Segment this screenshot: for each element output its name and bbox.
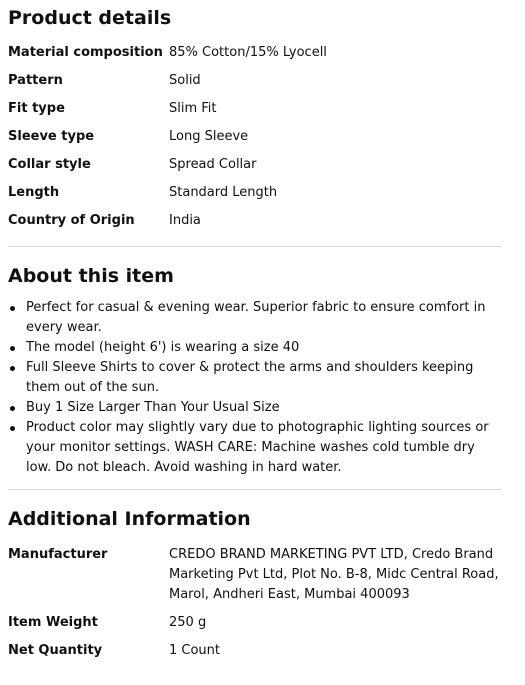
row-value: Slim Fit [169, 101, 217, 116]
table-row [8, 99, 502, 119]
additional-info-table [8, 545, 502, 661]
product-details-section [8, 6, 502, 231]
about-item-title: About this item [8, 265, 174, 287]
row-key: Pattern [8, 73, 63, 88]
row-value: CREDO BRAND MARKETING PVT LTD, Credo Brand Marketing Pvt Ltd, Plot No. B-8, Midc Central Road, Marol, Andheri East, Mumbai 400093 [169, 547, 499, 602]
table-row [8, 127, 502, 147]
row-value: Standard Length [169, 185, 278, 200]
row-value: 1 Count [169, 643, 221, 658]
row-key: Fit type [8, 101, 65, 116]
table-row [8, 545, 502, 605]
table-row [8, 71, 502, 91]
bullet-text: Perfect for casual & evening wear. Superior fabric to ensure comfort in every wear. [26, 300, 486, 335]
bullet-text: Buy 1 Size Larger Than Your Usual Size [26, 400, 280, 415]
row-key: Length [8, 185, 60, 200]
bullet-dot-icon [10, 366, 15, 371]
bullet-dot-icon [10, 406, 15, 411]
row-key: Material composition [8, 45, 163, 60]
row-key: Manufacturer [8, 547, 108, 562]
table-row [8, 641, 502, 661]
product-info-page [8, 0, 502, 669]
list-item [8, 358, 502, 398]
table-row [8, 613, 502, 633]
list-item [8, 338, 502, 358]
row-key: Collar style [8, 157, 91, 172]
table-row [8, 155, 502, 175]
product-details-table [8, 43, 502, 231]
additional-info-section [8, 507, 502, 661]
additional-info-title: Additional Information [8, 508, 251, 530]
row-value: India [169, 213, 201, 228]
bullet-dot-icon [10, 306, 15, 311]
about-item-section [8, 264, 502, 478]
bullet-text: Product color may slightly vary due to photographic lighting sources or your monitor settings. WASH CARE: Machine washes cold tumble dry low. Do not bleach. Avoid washing in hard water. [26, 420, 489, 475]
bullet-text: Full Sleeve Shirts to cover & protect the arms and shoulders keeping them out of the sun. [26, 360, 474, 395]
row-value: Solid [169, 73, 201, 88]
table-row [8, 43, 502, 63]
table-row [8, 183, 502, 203]
about-item-bullets [8, 298, 502, 478]
list-item [8, 298, 502, 338]
bullet-text: The model (height 6') is wearing a size 40 [26, 340, 300, 355]
row-key: Sleeve type [8, 129, 95, 144]
product-details-title: Product details [8, 7, 172, 29]
row-value: 85% Cotton/15% Lyocell [169, 45, 327, 60]
table-row [8, 211, 502, 231]
section-divider [8, 246, 502, 247]
row-value: Spread Collar [169, 157, 257, 172]
row-key: Net Quantity [8, 643, 103, 658]
row-value: Long Sleeve [169, 129, 249, 144]
list-item [8, 418, 502, 478]
row-key: Item Weight [8, 615, 98, 630]
bullet-dot-icon [10, 346, 15, 351]
section-divider [8, 489, 502, 490]
row-value: 250 g [169, 615, 207, 630]
bullet-dot-icon [10, 426, 15, 431]
list-item [8, 398, 502, 418]
row-key: Country of Origin [8, 213, 135, 228]
